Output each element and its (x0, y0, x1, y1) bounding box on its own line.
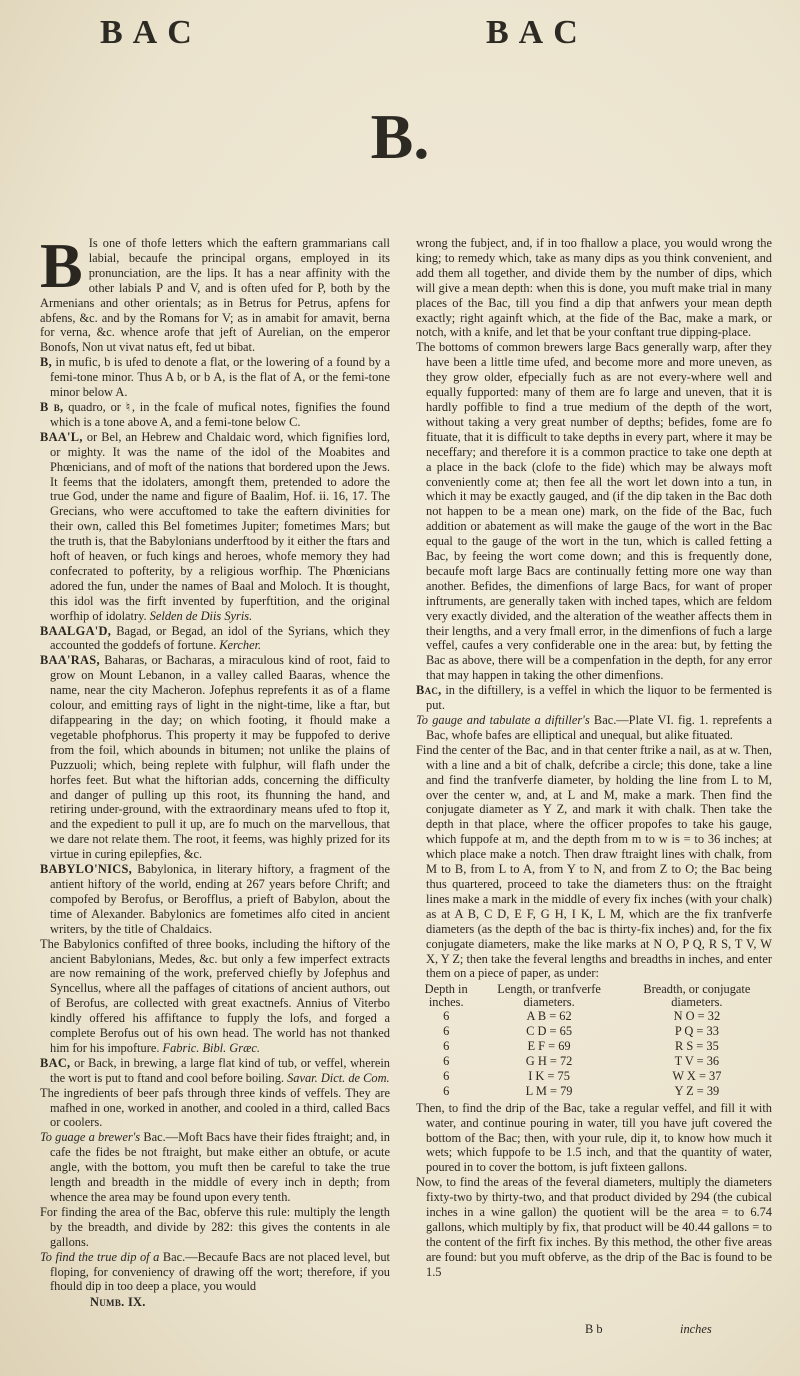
entry-text: The bottoms of common brewers large Bacs generally warp, after they have been a little time ufed, and become more and more uneven, as they grow older, efpecially fuch as are not every-where well and equally fupported: many of them are fo large and uneven, that it is hardly poffible to find a true medium of the depth of the wort, without taking a very great number of depths; befides, fome are fo fituate, that it is difficult to take depths in every part, where it may be neceffary; and therefore it is a common practice to take one depth at a place in the back (clofe to the fide) which may be always moft conveniently come at; then fee all the wort let down into a tun, in which it may be exactly gauged, and (if the dip taken in the Bac doth not happen to be a mean one) mark, on the fide of the Bac, fuch addition or abatement as will make the gauge of the wort in the Bac equal to the gauge of the wort in the tun, which is called fetting a Bac, by feeing the wort come down; and this is frequently done, becaufe moft large Bacs are continually fetting more one way than another. Befides, the dimenfions of large Bacs, for want of proper inftruments, are generally taken with inched tapes, which are feldom very exactly divided, and the alteration of the weather affects them in their lengths, and a very fmall error, in the dimenfions of fuch a large veffel, caufes a very confiderable one in the area: but, by fetting the Bac as above, there will be a compenfation in the depth, for any error that may happen in taking the other dimenfions. (416, 340, 772, 683)
subheading: To find the true dip of a (40, 1249, 160, 1264)
signature-right: B b (585, 1322, 603, 1336)
subentry-true-dip (40, 1250, 390, 1295)
length-cell: A B = 62 (526, 1009, 572, 1024)
length-cell: I K = 75 (528, 1068, 570, 1083)
drop-cap: B (40, 230, 83, 301)
breadth-cell: W X = 37 (672, 1068, 722, 1083)
entry-text: Now, to find the areas of the feveral diameters, multiply the diameters fixty-two by thirty-two, and that product divided by 294 (the cubical inches in a wine gallon) the quotient will be the area = to 6.74 gallons, which multiply by fix, that product will be 40.44 gallons = to the content of the firft fix inches. By this method, the other five areas are found: but you muft obferve, as the drip of the Bac is found to be 1.5 (416, 1175, 772, 1279)
gauge-table (416, 983, 772, 1098)
depth-cell: 6 (443, 1039, 450, 1054)
entry-text: Bac.—Plate VI. fig. 1. reprefents a Bac, whofe bafes are elliptical and unequal, but alike fituated. (426, 713, 772, 742)
table-row (416, 1084, 772, 1099)
entry-text: For finding the area of the Bac, obferve this rule: multiply the length by the breadth, and divide by 282: this gives the contents in ale gallons. (40, 1204, 390, 1249)
entry-text: in mufic, b is ufed to denote a flat, or the lowering of a found by a femi-tone minor. Thus A b, or b A, is the flat of A, or the femi-tone minor below A. (50, 355, 390, 400)
entry-baal (40, 430, 390, 624)
citation: Selden de Diis Syris. (146, 608, 253, 623)
breadth-cell: R S = 35 (674, 1039, 719, 1054)
entry-b-music (40, 355, 390, 400)
entry-b-letter (40, 230, 390, 355)
paragraph (416, 236, 772, 340)
entry-text: Babylonica, in literary hiftory, a fragment of the antient hiftory of the world, ending at 267 years before Chrift; and compofed by Berofus, or Berofflus, a prieft of Babylon, about the time of Alexander. Babylonics are fometimes alfo cited in ancient writers, by the title of Chaldaics. (50, 862, 390, 936)
entry-babylonics (40, 862, 390, 937)
length-cell: E F = 69 (527, 1039, 571, 1054)
entry-text: Bac.—Becaufe Bacs are not placed level, but floping, for conveniency of drawing off the wort; therefore, if you fhould dip in too deep a place, you would (50, 1249, 391, 1294)
headword: B b, (40, 399, 64, 414)
table-row (416, 1039, 772, 1054)
depth-cell: 6 (443, 1009, 450, 1024)
right-column (416, 236, 772, 1280)
depth-cell: 6 (443, 1054, 450, 1069)
entry-bac-distillery (416, 683, 772, 713)
col-header-breadth: Breadth, or conjugate diameters. (643, 982, 751, 1010)
paragraph (416, 1175, 772, 1279)
breadth-cell: Y Z = 39 (674, 1083, 720, 1098)
section-letter: B. (370, 101, 430, 172)
headword: B, (40, 355, 52, 370)
subheading: To gauge and tabulate a diftiller's (416, 713, 590, 727)
depth-cell: 6 (443, 1068, 450, 1083)
col-header-length: Length, or tranfverfe diameters. (497, 982, 601, 1010)
depth-cell: 6 (443, 1024, 450, 1039)
paragraph (416, 1101, 772, 1176)
length-cell: G H = 72 (525, 1054, 573, 1069)
subentry-gauge-brewers-bac (40, 1130, 390, 1205)
paragraph (416, 340, 772, 683)
subheading: To guage a brewer's (40, 1130, 141, 1145)
entry-text: or Bel, an Hebrew and Chaldaic word, which fignifies lord, or mighty. It was the name of the idol of the Moabites and Phœnicians, and of moft of the nations that bordered upon the Jews. It feems that the idolaters, amongft them, pretended to adore the true God, under the name and figure of Baalim, Hof. ii. 16, 17. The Grecians, who were accuftomed to take the eaftern divinities for their own, called this Bel fometimes Jupiter; fometimes Mars; but the truth is, that the Babylonians underftood by it either the ftars and hoft of heaven, or fuch kings and heroes, whofe memory they had confecrated to pofterity, by a religious worfhip. The Phœnicians adored the fun, under the names of Baal and Moloch. It is thought, this idol was the firft invented by fuperftition, and the original worfhip of idolatry. (50, 429, 390, 623)
col-header-depth: Depth in inches. (424, 982, 468, 1010)
running-head-left: BAC (100, 14, 202, 51)
headword: BAA'RAS, (40, 653, 100, 668)
depth-cell: 6 (443, 1083, 450, 1098)
entry-text: Bac.—Moft Bacs have their fides ftraight; and, in cafe the fides be not ftraight, but make either an obtufe, or acute angle, with the bottom, you muft then be careful to take the true length and breadth in the middle of every inch in depth; from whence the area may be found upon every tenth. (50, 1130, 390, 1204)
entry-b-quadro (40, 400, 390, 430)
table-row (416, 1069, 772, 1084)
breadth-cell: N O = 32 (673, 1009, 721, 1024)
entry-baaras (40, 653, 390, 862)
entry-text: Baharas, or Bacharas, a miraculous kind of root, faid to grow on Mount Lebanon, in a valley called Baaras, whence the name, near the city Macheron. Jofephus reprefents it as of a flame colour, and emitting rays of light in the night-time, like a ftar, but difappearing in the day; on which footing, it fhould make a vegetable phofphorus. This property it may be fuppofed to derive from the foil, which abounds in bitumen; not unlike the plains of Puzzuoli; which, being replete with fulphur, will flafh under the horfes feet. But what the hiftorian adds, concerning the difficulty and danger of pulling up this root, its fhunning the hand, and retiring under-ground, with the extraordinary means ufed to ftop it, and the expedient to pull it up, are fo much on the marvellous, that we dare not relate them. The root, it feems, was highly prized for its virtue in curing epilepfies, &c. (50, 653, 390, 862)
headword: BAA'L, (40, 429, 83, 444)
breadth-cell: T V = 36 (674, 1054, 720, 1069)
entry-text: wrong the fubject, and, if in too fhallow a place, you would wrong the king; to remedy which, take as many dips as you think convenient, and add them all together, and divide them by the number of dips, which will give a mean depth: when this is done, you muft make trial in many places of the Bac, till you find a dip that anfwers your mean depth exactly; right againft which, at the fide of the Bac, make a mark, or notch, with a knife, and let that be your conftant true dipping-place. (416, 236, 772, 340)
breadth-cell: P Q = 33 (674, 1024, 719, 1039)
citation: Fabric. Bibl. Græc. (159, 1040, 260, 1055)
headword: Bac, (416, 683, 442, 698)
signature-mark: Numb. IX. (90, 1295, 146, 1310)
entry-text: or Back, in brewing, a large flat kind of tub, or veffel, wherein the wort is put to ftand and cool before boiling. (50, 1055, 390, 1085)
paragraph (416, 743, 772, 982)
entry-text: The ingredients of beer pafs through three kinds of veffels. They are mafhed in one, worked in another, and cooled in a third, called Bacs or coolers. (40, 1085, 390, 1130)
subentry-gauge-distillers-bac (416, 713, 772, 743)
headword: BAALGA'D, (40, 623, 112, 638)
table-header-row (416, 983, 772, 1009)
table-row (416, 1024, 772, 1039)
length-cell: L M = 79 (525, 1083, 573, 1098)
entry-baalgad (40, 624, 390, 654)
entry-text: in the diftillery, is a veffel in which the liquor to be fermented is put. (426, 683, 772, 713)
table-row (416, 1054, 772, 1069)
catchword: inches (680, 1322, 712, 1336)
entry-text: Is one of thofe letters which the eaftern grammarians call labial, becaufe the principal organs, employed in its pronunciation, are the lips. It has a near affinity with the other labials P and V, and is often ufed for P, both by the Armenians and other orientals; as in Betrus for Petrus, apfens for abfens, &c. and by the Romans for V; as in amabit for amavit, berna for verna, &c. whence arofe that jeft of Aurelian, on the emperor Bonofs, Non ut vivat natus eft, fed ut bibat. (40, 236, 390, 355)
paragraph (40, 937, 390, 1056)
table-row (416, 1009, 772, 1024)
citation: Kercher. (216, 638, 262, 653)
entry-text: quadro, or ♮, in the fcale of mufical notes, fignifies the found which is a tone above A, and a femi-tone below C. (50, 399, 391, 429)
citation: Savar. Dict. de Com. (284, 1070, 390, 1085)
signature-left (40, 1295, 390, 1310)
headword: BAC, (40, 1055, 71, 1070)
entry-bac (40, 1056, 390, 1086)
running-head-right: BAC (486, 14, 588, 51)
paragraph (40, 1086, 390, 1131)
left-column (40, 230, 391, 1310)
paragraph (40, 1205, 390, 1250)
headword: BABYLO'NICS, (40, 862, 133, 877)
entry-text: The Babylonics confifted of three books, including the hiftory of the ancient Babylonians, Medes, &c. but only a few imperfect extracts are now remaining of the work, preferved chiefly by Jofephus and Syncellus, where all the paffages of citations of ancient authors, out of Berofus, are collected with great exactnefs. Annius of Viterbo kindly offered his affiftance to fupply the lofs, and forged a complete Berofus out of his own head. The world has not thanked him for his impofture. (40, 936, 390, 1055)
entry-text: Find the center of the Bac, and in that center ftrike a nail, as at w. Then, with a line and a bit of chalk, defcribe a circle; this done, take a line and find the tranfverfe diameter, by holding the line from L to M, over the center w, and, at L and M, make a mark. Then find the conjugate diameter as Y Z, and mark it with chalk. Then take the depth in that place, where the officer propofes to take his gauge, which fuppofe at m, and the depth from m to w is = to 36 inches; at which place make a notch. Then draw ftraight lines with chalk, from M to B, from L to A, from Y to N, and from Z to O; the Bac being thus quartered, proceed to take the diameters thus: on the ftraight lines make a mark in the middle of every fix inches (with your chalk) as at A B, C D, E F, G H, I K, L M, which are the fix tranfverfe diameters (as the depth of the bac is thirty-fix inches) and, for the fix conjugate diameters, make the like marks at N O, P Q, R S, T V, W X, Y Z; then take the feveral lengths and breadths in inches, and enter them on a piece of paper, as under: (416, 742, 772, 981)
entry-text: Then, to find the drip of the Bac, take a regular veffel, and fill it with water, and continue pouring in water, till you have juft covered the bottom of the Bac; then, with your rule, dip it, to know how much it wets; which fuppofe to be 1.5 inch, and that the quantity of water, poured in to cover the bottom, is juft fixteen gallons. (416, 1100, 772, 1175)
entry-text: Bagad, or Begad, an idol of the Syrians, which they accounted the goddefs of fortune. (50, 623, 390, 653)
length-cell: C D = 65 (526, 1024, 573, 1039)
